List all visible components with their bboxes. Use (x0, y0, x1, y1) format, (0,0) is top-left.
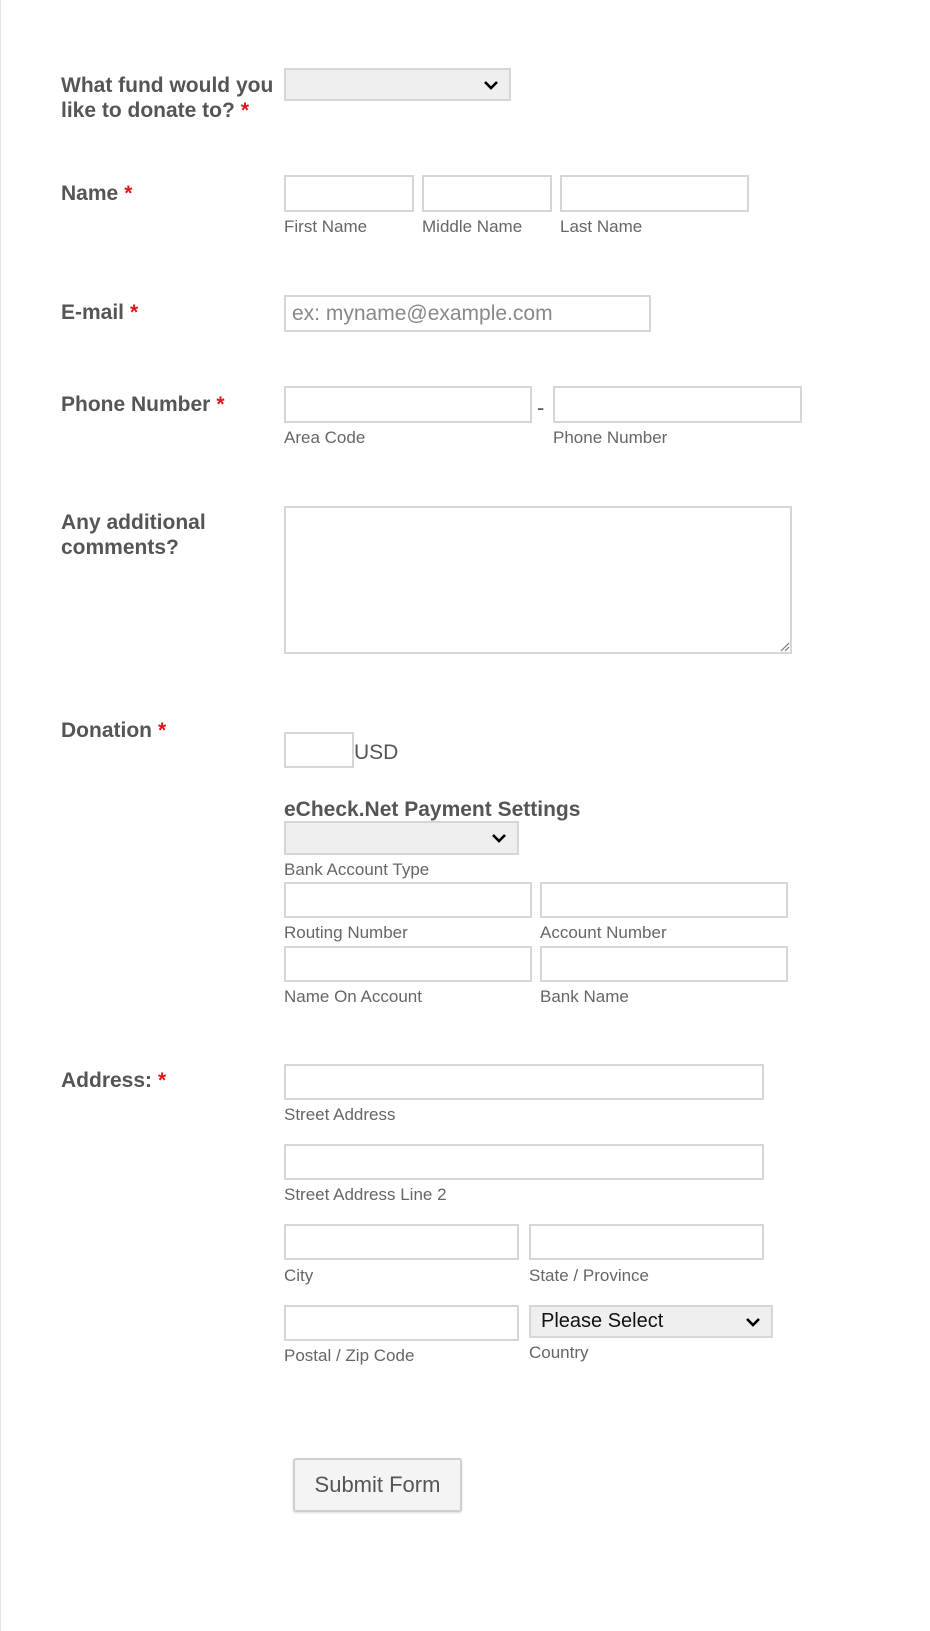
name-on-account-sublabel: Name On Account (284, 987, 422, 1006)
email-label-text: E-mail (61, 301, 125, 324)
fund-label (61, 73, 291, 123)
required-mark: * (216, 393, 225, 416)
first-name-input[interactable] (284, 175, 414, 212)
comments-label: Any additional comments? (61, 511, 206, 559)
comments-textarea[interactable] (284, 506, 792, 654)
street-address-sublabel: Street Address (284, 1105, 396, 1124)
address-label (61, 1068, 291, 1093)
middle-name-input[interactable] (422, 175, 552, 212)
bank-name-sublabel: Bank Name (540, 987, 629, 1006)
payment-settings-title: eCheck.Net Payment Settings (284, 798, 581, 821)
bank-account-type-select[interactable] (284, 821, 519, 855)
page-left-border (0, 0, 1, 1631)
phone-separator: - (537, 395, 545, 420)
fund-select[interactable] (284, 68, 511, 101)
street-address-line2-input[interactable] (284, 1144, 764, 1180)
last-name-sublabel: Last Name (560, 217, 643, 236)
donation-label (61, 718, 291, 743)
state-province-input[interactable] (529, 1224, 764, 1260)
account-number-sublabel: Account Number (540, 923, 667, 942)
donation-label-text: Donation (61, 719, 152, 742)
city-sublabel: City (284, 1266, 314, 1285)
country-select-value: Please Select (541, 1310, 664, 1332)
name-label-text: Name (61, 182, 119, 205)
bank-name-input[interactable] (540, 946, 788, 982)
phone-label-text: Phone Number (61, 393, 211, 416)
middle-name-sublabel: Middle Name (422, 217, 523, 236)
routing-number-input[interactable] (284, 882, 532, 918)
phone-number-input[interactable] (553, 386, 802, 423)
comments-field (284, 506, 792, 654)
postal-code-sublabel: Postal / Zip Code (284, 1346, 415, 1365)
routing-number-sublabel: Routing Number (284, 923, 408, 942)
chevron-down-icon (491, 830, 507, 846)
state-province-sublabel: State / Province (529, 1266, 650, 1285)
required-mark: * (240, 99, 250, 122)
chevron-down-icon (483, 77, 499, 93)
country-sublabel: Country (529, 1343, 589, 1362)
name-label (61, 181, 291, 206)
area-code-sublabel: Area Code (284, 428, 366, 447)
required-mark: * (124, 182, 133, 205)
phone-number-sublabel: Phone Number (553, 428, 668, 447)
address-label-text: Address: (61, 1069, 153, 1092)
street-address-input[interactable] (284, 1064, 764, 1100)
bank-account-type-sublabel: Bank Account Type (284, 860, 430, 879)
fund-label-text: What fund would you like to donate to? (61, 74, 274, 122)
name-on-account-input[interactable] (284, 946, 532, 982)
required-mark: * (158, 1069, 167, 1092)
submit-button[interactable]: Submit Form (293, 1458, 462, 1512)
country-select[interactable] (529, 1305, 773, 1338)
required-mark: * (157, 719, 167, 742)
email-label (61, 300, 291, 325)
resize-grip-icon[interactable] (778, 640, 790, 652)
first-name-sublabel: First Name (284, 217, 368, 236)
email-input[interactable] (284, 295, 651, 332)
street-address-line2-sublabel: Street Address Line 2 (284, 1185, 447, 1204)
donation-amount-input[interactable] (284, 732, 354, 768)
account-number-input[interactable] (540, 882, 788, 918)
currency-label: USD (354, 741, 399, 764)
chevron-down-icon (745, 1314, 761, 1330)
postal-code-input[interactable] (284, 1305, 519, 1341)
area-code-input[interactable] (284, 386, 532, 423)
last-name-input[interactable] (560, 175, 749, 212)
required-mark: * (130, 301, 139, 324)
phone-label (61, 392, 301, 417)
city-input[interactable] (284, 1224, 519, 1260)
